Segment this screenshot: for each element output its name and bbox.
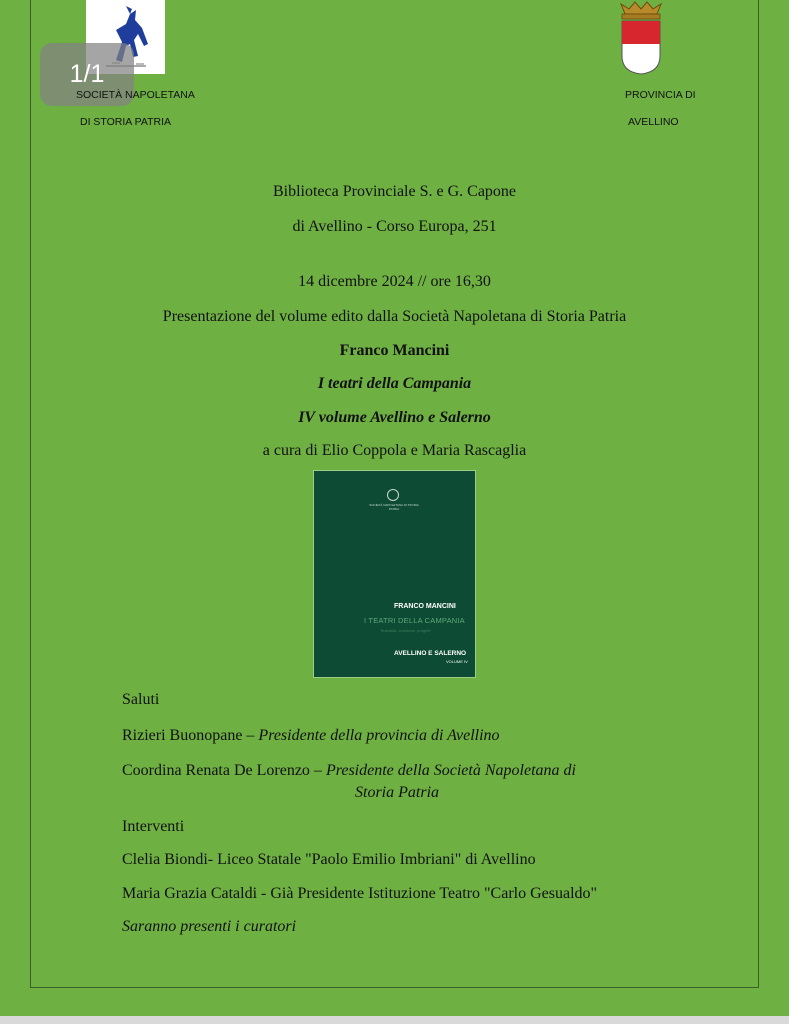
- cover-publisher: SOCIETÀ NAPOLETANA DI STORIA PATRIA: [369, 503, 419, 511]
- left-institution-line1: SOCIETÀ NAPOLETANA: [76, 89, 195, 101]
- saluto-2-role-line2: Storia Patria: [355, 784, 440, 801]
- event-date: 14 dicembre 2024 // ore 16,30: [298, 273, 491, 290]
- saluto-1-role: Presidente della provincia di Avellino: [258, 727, 500, 744]
- cover-place: AVELLINO E SALERNO: [394, 650, 467, 657]
- intervento-1: Clelia Biondi- Liceo Statale "Paolo Emilio Imbriani" di Avellino: [122, 851, 536, 868]
- closing-note: Saranno presenti i curatori: [122, 918, 297, 935]
- editors: a cura di Elio Coppola e Maria Rascaglia: [262, 442, 527, 459]
- page-counter[interactable]: 1/1: [40, 43, 134, 106]
- left-institution-line2: DI STORIA PATRIA: [80, 116, 172, 128]
- cover-subtitle: Teatralità, cronache, progetti: [380, 628, 431, 633]
- intervento-2: Maria Grazia Cataldi - Già Presidente Istituzione Teatro "Carlo Gesualdo": [122, 885, 598, 902]
- saluti-heading: Saluti: [122, 691, 160, 708]
- cover-title: I TEATRI DELLA CAMPANIA: [364, 616, 465, 625]
- book-volume: IV volume Avellino e Salerno: [298, 409, 491, 426]
- book-cover: [313, 470, 476, 678]
- book-title: I teatri della Campania: [317, 375, 472, 392]
- author-name: Franco Mancini: [339, 342, 450, 359]
- cover-volume: VOLUME IV: [446, 659, 468, 664]
- saluto-1: [122, 727, 500, 745]
- saluto-2: [122, 762, 576, 780]
- right-institution-line1: PROVINCIA DI: [625, 89, 696, 101]
- venue-line1: Biblioteca Provinciale S. e G. Capone: [272, 183, 517, 200]
- venue-line2: di Avellino - Corso Europa, 251: [292, 218, 497, 235]
- cover-author: FRANCO MANCINI: [394, 603, 456, 610]
- interventi-heading: Interventi: [122, 818, 185, 835]
- right-institution-line2: AVELLINO: [628, 116, 679, 128]
- saluto-2-name: Coordina Renata De Lorenzo –: [122, 762, 326, 779]
- saluto-1-name: Rizieri Buonopane –: [122, 727, 259, 744]
- presentation-text: Presentazione del volume edito dalla Società Napoletana di Storia Patria: [162, 308, 627, 325]
- crown-shield-icon: [617, 0, 665, 76]
- bottom-strip: [0, 1016, 789, 1024]
- saluto-2-role-line1: Presidente della Società Napoletana di: [325, 762, 576, 779]
- publisher-emblem-icon: [387, 489, 399, 501]
